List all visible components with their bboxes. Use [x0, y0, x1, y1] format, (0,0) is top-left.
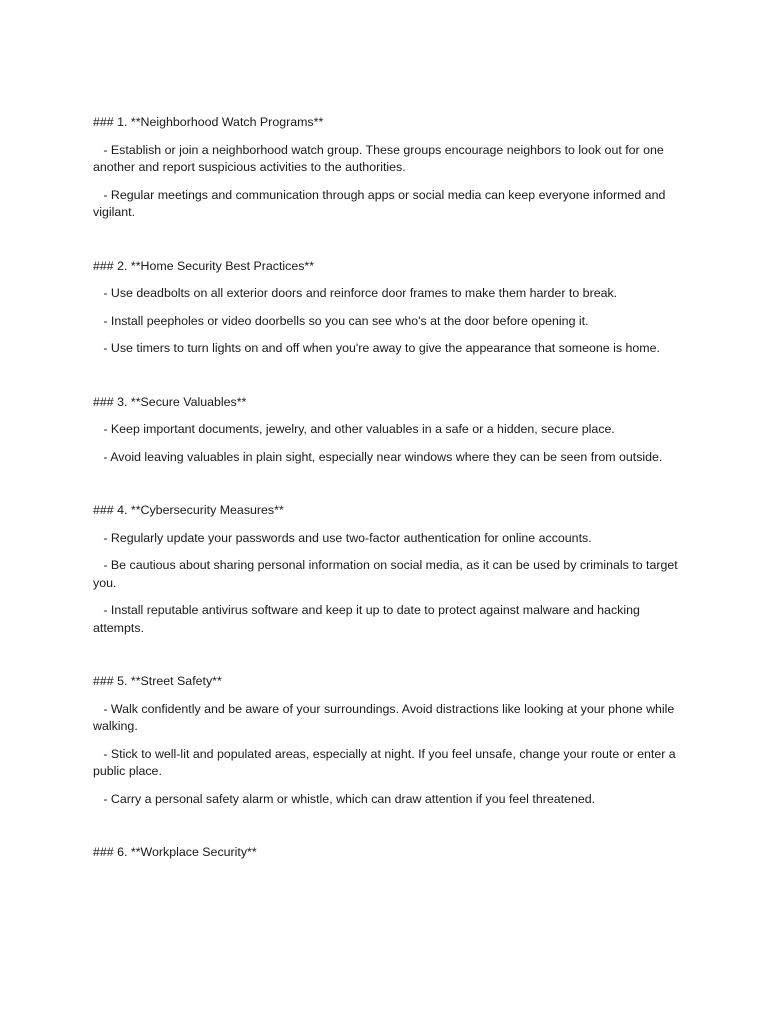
section-heading: ### 6. **Workplace Security**	[93, 845, 257, 859]
list-item: - Regular meetings and communication through apps or social media can keep everyone informed and vigilant.	[93, 187, 669, 219]
list-item: - Walk confidently and be aware of your surroundings. Avoid distractions like looking at your phone while walking.	[93, 701, 678, 733]
list-item: - Stick to well-lit and populated areas, especially at night. If you feel unsafe, change your route or enter a public place.	[93, 746, 680, 778]
list-item: - Use timers to turn lights on and off when you're away to give the appearance that someone is home.	[93, 341, 660, 355]
section-heading: ### 2. **Home Security Best Practices**	[93, 258, 315, 273]
section-workplace-security	[93, 844, 678, 862]
section-cybersecurity	[93, 502, 682, 637]
list-item: - Carry a personal safety alarm or whistle, which can draw attention if you feel threatened.	[93, 791, 596, 806]
list-item: - Be cautious about sharing personal information on social media, as it can be used by criminals to target you.	[93, 558, 682, 590]
section-heading: ### 1. **Neighborhood Watch Programs**	[93, 115, 324, 129]
list-item: - Use deadbolts on all exterior doors and reinforce door frames to make them harder to break.	[93, 286, 618, 300]
list-item: - Keep important documents, jewelry, and other valuables in a safe or a hidden, secure place.	[93, 422, 615, 436]
list-item: - Establish or join a neighborhood watch group. These groups encourage neighbors to look out for one another and report suspicious activities to the authorities.	[93, 142, 668, 174]
list-item: - Regularly update your passwords and use two-factor authentication for online accounts.	[93, 530, 592, 545]
section-neighborhood-watch	[93, 114, 678, 222]
section-heading: ### 4. **Cybersecurity Measures**	[93, 503, 284, 517]
section-home-security	[93, 258, 678, 358]
list-item: - Install peepholes or video doorbells so you can see who's at the door before opening it.	[93, 313, 589, 328]
list-item: - Install reputable antivirus software and keep it up to date to protect against malware and hacking attempts.	[93, 603, 644, 635]
section-heading: ### 5. **Street Safety**	[93, 674, 222, 688]
document-page	[93, 114, 682, 898]
list-item: - Avoid leaving valuables in plain sight, especially near windows where they can be seen from outside.	[93, 449, 663, 464]
section-heading: ### 3. **Secure Valuables**	[93, 394, 247, 409]
section-secure-valuables	[93, 394, 678, 467]
section-street-safety	[93, 673, 678, 808]
